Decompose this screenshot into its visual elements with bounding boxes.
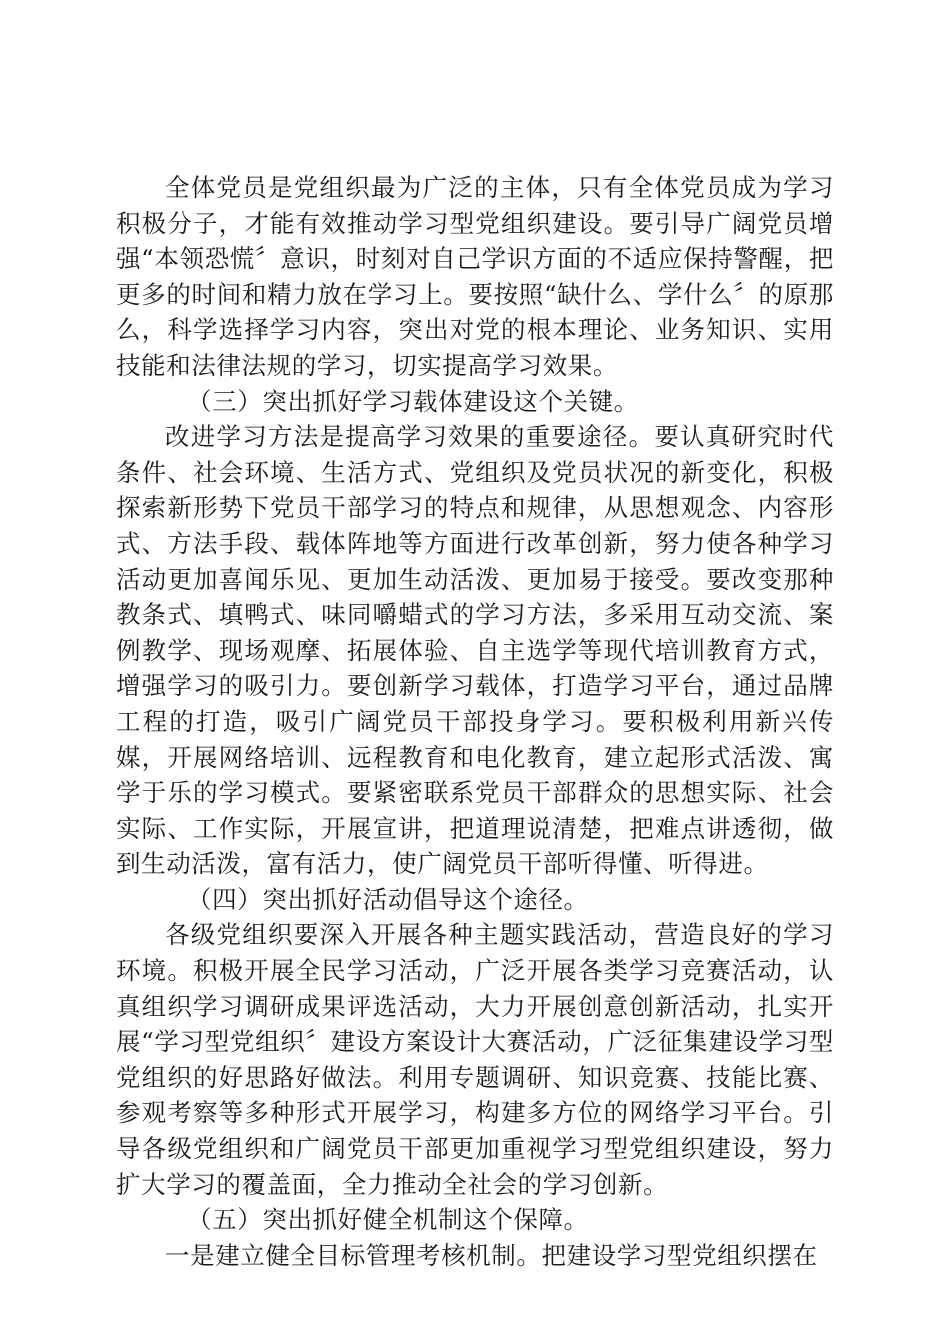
paragraph-party-members-learning: 全体党员是党组织最为广泛的主体，只有全体党员成为学习积极分子，才能有效推动学习型党组织建设。要引导广阔党员增强“本领恐慌〞意识，时刻对自己学识方面的不适应保持警醒，把更多的时间和精力放在学习上。要按照“缺什么、学什么〞的原那么，科学选择学习内容，突出对党的根本理论、业务知识、实用技能和法律法规的学习，切实提高学习效果。	[116, 173, 834, 380]
paragraph-learning-methods: 改进学习方法是提高学习效果的重要途径。要认真研究时代条件、社会环境、生活方式、党组织及党员状况的新变化，积极探索新形势下党员干部学习的特点和规律，从思想观念、内容形式、方法手段、载体阵地等方面进行改革创新，努力使各种学习活动更加喜闻乐见、更加生动活泼、更加易于接受。要改变那种教条式、填鸭式、味同嚼蜡式的学习方法，多采用互动交流、案例教学、现场观摩、拓展体验、自主选学等现代培训教育方式，增强学习的吸引力。要创新学习载体，打造学习平台，通过品牌工程的打造，吸引广阔党员干部投身学习。要积极利用新兴传媒，开展网络培训、远程教育和电化教育，建立起形式活泼、寓学于乐的学习模式。要紧密联系党员干部群众的思想实际、社会实际、工作实际，开展宣讲，把道理说清楚，把难点讲透彻，做到生动活泼，富有活力，使广阔党员干部听得懂、听得进。	[116, 422, 834, 879]
section-heading-5: （五）突出抓好健全机制这个保障。	[187, 1205, 589, 1235]
document-body	[116, 170, 834, 1273]
section-heading-4: （四）突出抓好活动倡导这个途径。	[187, 884, 589, 914]
section-heading-3: （三）突出抓好学习载体建设这个关键。	[187, 386, 639, 416]
paragraph-mechanism: 一是建立健全目标管理考核机制。把建设学习型党组织摆在	[165, 1240, 818, 1270]
paragraph-activities: 各级党组织要深入开展各种主题实践活动，营造良好的学习环境。积极开展全民学习活动，广泛开展各类学习竞赛活动，认真组织学习调研成果评选活动，大力开展创意创新活动，扎实开展“学习型党组织〞建设方案设计大赛活动，广泛征集建设学习型党组织的好思路好做法。利用专题调研、知识竞赛、技能比赛、参观考察等多种形式开展学习，构建多方位的网络学习平台。引导各级党组织和广阔党员干部更加重视学习型党组织建设，努力扩大学习的覆盖面，全力推动全社会的学习创新。	[116, 920, 834, 1199]
